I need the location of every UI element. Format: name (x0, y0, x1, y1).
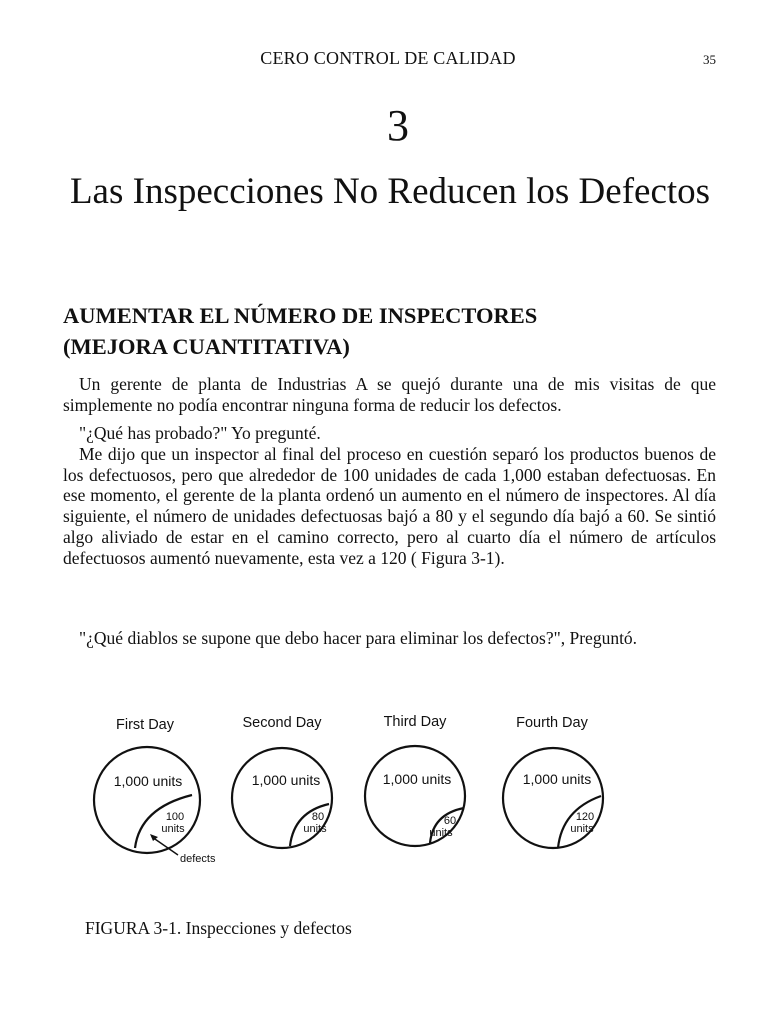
section-heading-line-2: (MEJORA CUANTITATIVA) (63, 334, 350, 359)
section-heading-line-1: AUMENTAR EL NÚMERO DE INSPECTORES (63, 303, 538, 328)
panel-fourth-day (503, 715, 603, 848)
panel-2-defect-unit: units (303, 823, 327, 835)
panel-3-total-label: 1,000 units (382, 771, 452, 787)
panel-3-day-label: Third Day (383, 714, 447, 730)
panel-2-defect-value: 80 (311, 811, 325, 823)
panel-2-day-label: Second Day (242, 715, 322, 731)
panel-1-total-label: 1,000 units (113, 773, 183, 789)
section-heading (63, 300, 723, 362)
panel-3-defect-unit: units (429, 827, 453, 839)
panel-third-day (365, 714, 465, 846)
panel-1-defect-value: 100 (165, 811, 185, 823)
panel-1-defect-unit: units (161, 823, 185, 835)
chapter-number: 3 (387, 101, 409, 150)
running-header (0, 48, 768, 72)
panel-1-circle (94, 747, 200, 853)
panel-second-day (232, 715, 332, 848)
running-title: CERO CONTROL DE CALIDAD (260, 48, 516, 68)
panel-4-day-label: Fourth Day (516, 715, 588, 731)
panel-3-defect-value: 60 (443, 815, 457, 827)
chapter-title: Las Inspecciones No Reducen los Defectos (69, 171, 711, 212)
figure-3-1 (80, 700, 640, 880)
paragraph-3: Me dijo que un inspector al final del proceso en cuestión separó los productos buenos de los defectuosos, pero que alrededor de 100 unidades de cada 1,000 estaban defectuosas. En ese momento, el gerente de la planta ordenó un aumento en el número de inspectores. Al día siguiente, el número de unidades defectuosas bajó a 80 y el segundo día bajó a 60. Se sintió algo aliviado de estar en el camino correcto, pero al cuarto día el número de artículos defectuosos aumentó nuevamente, esta vez a 120 ( Figura 3-1). (63, 444, 716, 568)
defects-label: defects (180, 853, 216, 865)
figure-diagram (80, 700, 640, 880)
paragraph-1: Un gerente de planta de Industrias A se quejó durante una de mis visitas de que simplemente no podía encontrar ninguna forma de reducir los defectos. (63, 374, 716, 415)
figure-caption: FIGURA 3-1. Inspecciones y defectos (85, 918, 352, 938)
paragraph-2: "¿Qué has probado?" Yo pregunté. (79, 423, 321, 443)
page-number: 35 (703, 52, 716, 67)
panel-2-total-label: 1,000 units (251, 772, 321, 788)
panel-4-defect-unit: units (570, 823, 594, 835)
panel-1-day-label: First Day (116, 717, 174, 733)
panel-4-total-label: 1,000 units (522, 771, 592, 787)
paragraph-4: "¿Qué diablos se supone que debo hacer para eliminar los defectos?", Preguntó. (79, 628, 638, 648)
panel-first-day (94, 717, 216, 865)
panel-4-defect-value: 120 (575, 811, 595, 823)
